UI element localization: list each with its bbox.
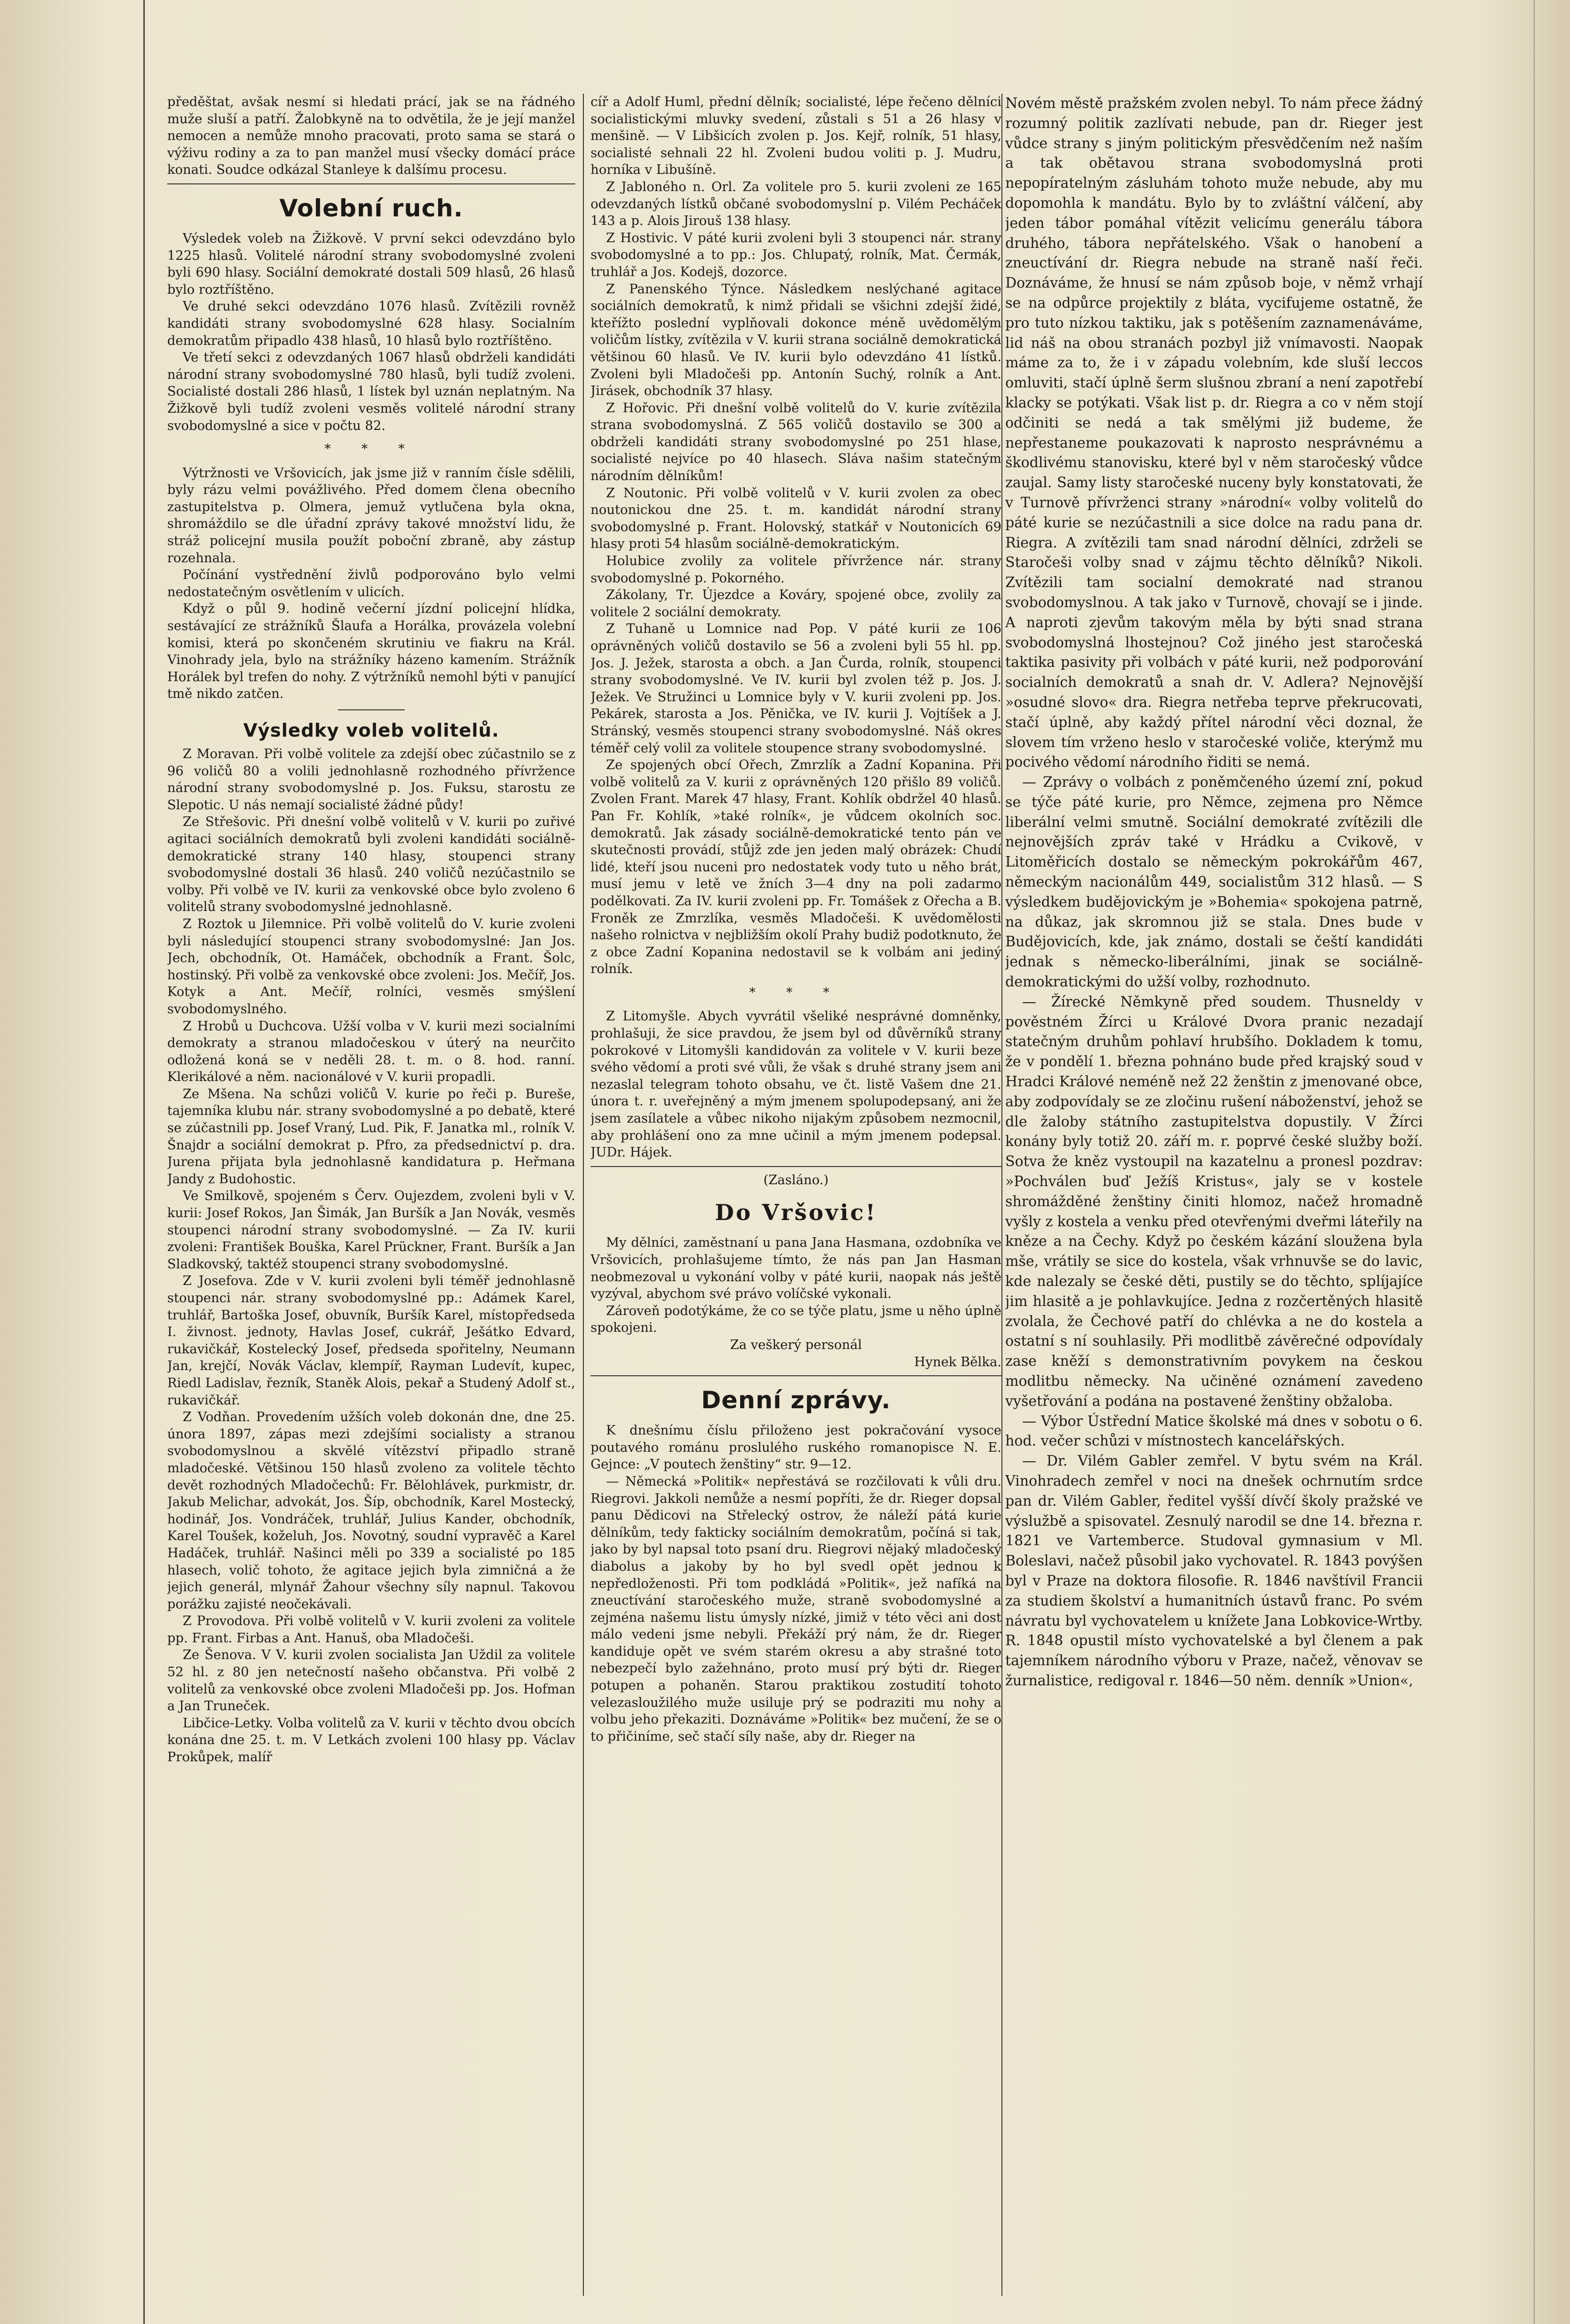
article-text: Libčice-Letky. Volba volitelů za V. kurii v těchto dvou obcích konána dne 25. t. m. V Letkách zvoleni 100 hlasy pp. Václav Prokůpek, malíř xyxy=(167,1715,575,1765)
article-text: Z Panenského Týnce. Následkem neslýchané agitace sociálních demokratů, k nimž přidali se všichni zdejší židé, kteřížto poslední vyplňovali dokonce méně uvědomělým voličům lístky, zvítězila v V. kurii strana sociálně demokratická většinou 60 hlasů. Ve IV. kurii bylo odevzdáno 41 lístků. Zvoleni byli Mladočeši pp. Antonín Suchý, rolník a Ant. Jirásek, obchodník 37 hlasy. xyxy=(591,281,1001,399)
page-edge xyxy=(1534,0,1535,2324)
section-heading: Výsledky voleb volitelů. xyxy=(243,720,499,741)
article-text: předěštat, avšak nesmí si hledati prácí, jak se na řádného muže sluší a patří. Žalobkyně na to odvětila, že je její manžel nemocen a nemůže mnoho pracovati, proto sama se stará o výživu rodiny a za to pan manžel musí všecky domácí práce konati. Soudce odkázal Stanleye k dalšímu procesu. xyxy=(167,95,575,178)
section-heading: Volební ruch. xyxy=(279,194,463,222)
signature: Hynek Bělka. xyxy=(914,1354,1001,1370)
article-text: Z Provodova. Při volbě volitelů v V. kurii zvoleni za volitele pp. Frant. Firbas a Ant. Hanuš, oba Mladočeši. xyxy=(167,1614,575,1646)
article-text: Novém městě pražském zvolen nebyl. To nám přece žádný rozumný politik zazlívati nebude, pan dr. Rieger jest vůdce strany s jiným politickým přesvědčením než naším a tak obětavou strana svobodomyslná proti nepopíratelným zásluhám tohoto muže nebude, aby mu dopomohla k mandátu. Bylo by to zvláštní válčení, aby jeden tábor pomáhal vítězit velicímu generálu tábora druhého, tábora nepřátelského. Však o hanobení a zneuctívání dr. Riegra nebude na straně naší řeči. Doznáváme, že hnusí se nám způsob boje, v němž vrhají se na odpůrce projektily z bláta, vycifujeme ostatně, že pro tuto nízkou taktiku, jak s potěšením zaznamenáváme, lid náš na obou stranách pozbyl již vnímavosti. Naopak máme za to, že i v západu volebním, kde sluší leccos omluviti, stačí úplně šerm slušnou zbraní a není zapotřebí klacky se potýkati. Však list p. dr. Riegra a co v něm stojí odčiniti se nedá a tak smělými již budeme, že nepřestaneme poukazovati k naprosto nesprávnému a škodlivému stanovisku, které byl v něm staročeský vůdce zaujal. Samy listy staročeské nuceny byly konstatovati, že v Turnově přívrženci strany »národní« volby volitelů do páté kurie se nezúčastnili a sice dolce na radu pana dr. Riegra. A zvítězili tam snad národní dělníci, zdrželi se Staročeši volby snad v zájmu těchto dělníků? Nikoli. Zvítězili tam socialní demokraté nad stranou svobodomyslnou. A tak jako v Turnově, chovají se i jinde. A naproti zjevům takovým měla by býti snad strana svobodomyslná lhostejnou? Což jiného jest staročeská taktika pasivity při volbách v páté kurii, než podporování socialních demokratů a snah dr. V. Adlera? Nejnovější »osudné slovo« dra. Riegra netřeba teprve překrucovati, stačí úplně, aby každý přítel národní věci doznal, že slovem tím vrženo heslo v staročeské voliče, kterýmž mu pocivého vědomí národního řiditi se nemá. xyxy=(1005,95,1423,771)
article-text: Holubice zvolily za volitele přívržence nár. strany svobodomyslné p. Pokorného. xyxy=(591,554,1001,586)
divider xyxy=(591,1375,1001,1376)
divider xyxy=(338,709,405,710)
article-text: Ze Střešovic. Při dnešní volbě volitelů v V. kurii po zuřivé agitaci sociálních demokratů byli zvoleni kandidáti sociálně-demokratické strany 140 hlasy, stoupenci strany svobodomyslné dostali 36 hlasů. 240 voličů nezúčastnilo se volby. Při volbě ve IV. kurii za venkovské obce bylo zvoleno 6 volitelů strany svobodomyslné jednohlasně. xyxy=(167,814,575,915)
article-text: Z Hrobů u Duchcova. Užší volba v V. kurii mezi socialními demokraty a stranou mladočeskou v úterý na neurčito odložená koná se v neděli 28. t. m. o 8. hod. ranní. Klerikálové a něm. nacionálové v V. kurii propadli. xyxy=(167,1018,575,1085)
article-text: Z Hořovic. Při dnešní volbě volitelů do V. kurie zvítězila strana svobodomyslná. Z 565 voličů dostavilo se 300 a obdrželi kandidáti strany svobodomyslné po 251 hlase, socialisté nejvíce po 40 hlasech. Sláva našim statečným národním dělníkům! xyxy=(591,400,1001,484)
article-text: Z Noutonic. Při volbě volitelů v V. kurii zvolen za obec noutonickou dne 25. t. m. kandidát národní strany svobodomyslné p. Frant. Holovský, statkář v Noutonicích 69 hlasy proti 54 hlasům sociálně-demokratickým. xyxy=(591,485,1001,552)
article-text: Zákolany, Tr. Újezdce a Kováry, spojené obce, zvolily za volitele 2 sociální demokraty. xyxy=(591,588,1001,620)
article-text: cíř a Adolf Huml, přední dělník; socialisté, lépe řečeno dělníci socialistickými mluvky svedení, zůstali s 51 a 26 hlasy v menšině. — V Libšicích zvolen p. Jos. Kejř, rolník, 51 hlasy, socialisté sehnali 22 hl. Zvoleni budou voliti p. J. Mudru, horníka v Libušíně. xyxy=(591,95,1001,178)
article-text: — Dr. Vilém Gabler zemřel. V bytu svém na Král. Vinohradech zemřel v noci na dnešek ochrnutím srdce pan dr. Vilém Gabler, ředitel vyšší dívčí školy pražské ve výslužbě a spisovatel. Zesnulý narodil se dne 14. března r. 1821 ve Vartemberce. Studoval gymnasium v Ml. Boleslavi, načež působil jako vychovatel. R. 1843 povýšen byl v Praze na doktora filosofie. R. 1846 navštívil Francii za studiem školství a humanitních ústavů franc. Po svém návratu byl vychovatelem u knížete Jana Lobkovice-Wrtby. R. 1848 opustil místo vychovatelské a byl členem a pak tajemníkem národního výboru v Praze, načež, věnovav se žurnalistice, redigoval r. 1846—50 něm. denník »Union«, xyxy=(1005,1453,1423,1689)
article-text: — Žírecké Němkyně před soudem. Thusneldy v pověstném Žírci u Králové Dvora pranic nezadají statečným druhům pohlaví hrubšího. Dokladem k tomu, že v pondělí 1. března pohnáno bude před krajský soud v Hradci Králové neméně než 22 ženštin z jmenované obce, aby zodpovídaly se ze zločinu rušení náboženství, jehož se dle žaloby státního zastupitelstva dopustily. V Žírci konány byly totiž 20. září m. r. poprvé české služby boží. Sotva že kněz vystoupil na kazatelnu a pronesl pozdrav: »Pochválen buď Ježíš Kristus«, jaly se v kostele shromážděné ženštiny činiti hlomoz, načež hromadně vyšly z kostela a venku před otevřenými dveřmi láteřily na kněze a na Čechy. Když po českém kázání sloužena byla mše, vrátily se sice do kostela, však vrhnuvše se do lavic, kde nalezaly se české děti, pustily se do těchto, splíjajíce jim hlasitě a je pohlavkujíce. Jedna z rozčertěných hlasitě zvolala, že Čechové patří do chlévka a ne do kostela a ostatní s ní souhlasily. Při modlitbě závěrečné odpovídaly zase kněží s demonstrativním povykem na českou modlitbu německy. Na učiněné oznámení zavedeno vyšetřování a podána na postavené ženštiny obžaloba. xyxy=(1005,993,1423,1409)
submitted-label: (Zasláno.) xyxy=(763,1172,829,1188)
divider xyxy=(591,1166,1001,1167)
article-text: Z Tuhaně u Lomnice nad Pop. V páté kurii ze 106 oprávněných voličů dostavilo se 56 a zvoleni byli 55 hl. pp. Jos. J. Ježek, starosta a obch. a Jan Čurda, rolník, stoupenci strany svobodomyslné. Ve IV. kurii byl zvolen též p. Jos. J. Ježek. Ve Stružinci u Lomnice byly v V. kurii zvoleni pp. Jos. Pekárek, starosta a Jos. Pěnička, ve IV. kurii J. Vojtíšek a J. Stránský, vesměs stoupenci strany svobodomyslné. Náš okres téměř celý volil za volitele stoupence strany svobodomyslné. xyxy=(591,621,1001,756)
article-text: Z Roztok u Jilemnice. Při volbě volitelů do V. kurie zvoleni byli následující stoupenci strany svobodomyslné: Jan Jos. Jech, obchodník, Ot. Hamáček, obchodník a Frant. Šolc, hostinský. Při volbě za venkovské obce zvoleni: Jos. Mečíř, Jos. Kotyk a Ant. Mečíř, rolníci, vesměs smýšlení svobodomyslného. xyxy=(167,916,575,1017)
article-text: Z Litomyšle. Abych vyvrátil všeliké nesprávné domněnky, prohlašuji, že sice pravdou, že jsem byl od důvěrníků strany pokrokové v Litomyšli kandidován za volitele v V. kurii beze svého vědomí a proti své vůli, že však s druhé strany jsem ani nezaslal telegram tohoto obsahu, ve čt. listě Vašem dne 21. února t. r. uveřejněný a mým jmenem spolupodepsaný, ani že jsem zasílatele a vůbec nikoho nijakým způsobem nezmocnil, aby prohlášení ono za mne učinil a mým jmenem podepsal. JUDr. Hájek. xyxy=(591,1009,1001,1160)
column-divider xyxy=(1001,94,1002,2296)
signoff-text: Za veškerý personál xyxy=(730,1337,862,1352)
article-text: Výsledek voleb na Žižkově. V první sekci odevzdáno bylo 1225 hlasů. Volitelé národní strany svobodomyslné zvoleni byli 690 hlasy. Sociální demokraté dostali 509 hlasů, 26 hlasů bylo roztříštěno. xyxy=(167,231,575,297)
section-stars: * * * xyxy=(324,442,418,457)
article-text: K dnešnímu číslu přiloženo jest pokračování vysoce poutavého románu proslulého ruského romanopisce N. E. Gejnce: „V poutech ženštiny“ str. 9—12. xyxy=(591,1423,1001,1472)
article-text: My dělníci, zaměstnaní u pana Jana Hasmana, ozdobníka ve Vršovicích, prohlašujeme tímto, že nás pan Jan Hasman neobmezoval u vykonání volby v páté kurii, naopak nás ještě vyzýval, abychom své právo volíčské vykonali. xyxy=(591,1235,1001,1302)
column-divider xyxy=(583,94,584,2296)
article-text: — Německá »Politik« nepřestává se rozčilovati k vůli dru. Riegrovi. Jakkoli nemůže a nesmí popříti, že dr. Rieger dopsal panu Dědicovi na Střelecký ostrov, že náleží pátá kurie dělníkům, tedy fakticky sociálním demokratům, počíná si tak, jako by byl napsal toto psaní dru. Riegrovi nějaký mladočeský diabolus a jakoby by ho byl svedl opět jednou k nepředloženosti. Při tom podkládá »Politik«, jež nafíká na zneuctívání staročeského muže, straně svobodomyslné a zejména našemu listu úmysly nízké, jimiž v této věci ani dost málo vedeni jsme nebyli. Překáží prý nám, že dr. Rieger kandiduje opět ve svém starém okresu a aby strašné toto nebezpečí bylo zažehnáno, proto musí prý býti dr. Rieger potupen a pohaněn. Starou praktikou zostudití tohoto velezasloužilého muže usiluje prý se podraziti mu nohy a volbu jeho překaziti. Doznáváme »Politik« bez mučení, že se o to přičiníme, seč stačí síly naše, aby dr. Rieger na xyxy=(591,1474,1001,1744)
article-text: Ve druhé sekci odevzdáno 1076 hlasů. Zvítězili rovněž kandidáti strany svobodomyslné 628 hlasy. Socialním demokratům připadlo 438 hlasů, 10 hlasů bylo roztříštěno. xyxy=(167,299,575,348)
article-text: Ve Smilkově, spojeném s Červ. Oujezdem, zvoleni byli v V. kurii: Josef Rokos, Jan Šimák, Jan Buršík a Jan Novák, vesměs stoupenci národní strany svobodomyslné. — Za IV. kurii zvoleni: František Bouška, Karel Prückner, Frant. Buršík a Jan Sladkovský, taktéž stoupenci strany svobodomyslné. xyxy=(167,1189,575,1272)
article-text: Ve třetí sekci z odevzdaných 1067 hlasů obdrželi kandidáti národní strany svobodomyslné 780 hlasů, byli tudíž zvoleni. Socialisté dostali 286 hlasů, 1 lístek byl uznán neplatným. Na Žižkově byli tudíž zvoleni vesměs volitelé národní strany svobodomyslné a sice v počtu 82. xyxy=(167,350,575,433)
article-text: — Výbor Ústřední Matice školské má dnes v sobotu o 6. hod. večer schůzi v místnostech kancelářských. xyxy=(1005,1413,1423,1449)
section-heading: Do Vršovic! xyxy=(715,1199,877,1226)
divider xyxy=(167,183,575,184)
article-text: Z Jabloného n. Orl. Za volitele pro 5. kurii zvoleni ze 165 odevzdaných lístků občané svobodomyslní p. Vilém Pecháček 143 a p. Alois Jirouš 138 hlasy. xyxy=(591,179,1001,229)
article-text: Výtržnosti ve Vršovicích, jak jsme již v ranním čísle sdělili, byly rázu velmi povážlivého. Před domem člena obecního zastupitelstva p. Olmera, jemuž vytlučena byla okna, shromáždilo se dle úřadní zprávy takové množství lidu, že stráž policejní musila použít poboční zbraně, aby zástup rozehnala. xyxy=(167,465,575,566)
column-3 xyxy=(1005,94,1423,2301)
column-1 xyxy=(167,94,575,2301)
article-text: Ze Mšena. Na schůzi voličů V. kurie po řeči p. Bureše, tajemníka klubu nár. strany svobodomyslné a po debatě, které se zúčastnili pp. Josef Vraný, Lud. Pik, F. Janatka ml., rolník V. Šnajdr a sociální demokrat p. Pfro, za předsednictví p. dra. Jurena přijata byla jednohlasně kandidatura p. Heřmana Jandy z Budohostic. xyxy=(167,1086,575,1187)
section-stars: * * * xyxy=(749,985,843,1000)
article-text: Z Josefova. Zde v V. kurii zvoleni byli téměř jednohlasně stoupenci nár. strany svobodomyslné pp.: Adámek Karel, truhlář, Bartoška Josef, obuvník, Buršík Karel, místopředseda I. živnost. jednoty, Havlas Josef, cukrář, Ješátko Edvard, rukavičkář, Kostelecký Josef, předseda spořitelny, Neumann Jan, krejčí, Novák Václav, klempíř, Rayman Ludevít, kupec, Riedl Ladislav, řezník, Staněk Alois, pekař a Studený Adolf st., rukavičkář. xyxy=(167,1274,575,1408)
article-text: — Zprávy o volbách z poněmčeného území zní, pokud se týče páté kurie, pro Němce, zejmena pro Němce liberální velmi smutně. Sociální demokraté zvítězili dle nejnovějších zpráv také v Hrádku a Cvikově, v Litoměřicích dostalo se německým pokrokářům 467, německým nacionálům 449, socialistům 312 hlasů. — S výsledkem budějovickým je »Bohemia« spokojena patrně, na důkaz, jak skromnou již se stala. Dnes bude v Budějovicích, kde, jak známo, dostali se čeští kandidáti jednak s německo-liberálními, jinak se sociálně-demokratickými do užší volby, rozhodnuto. xyxy=(1005,774,1423,990)
column-2 xyxy=(591,94,1001,2301)
article-text: Z Moravan. Při volbě volitele za zdejší obec zúčastnilo se z 96 voličů 80 a volili jednohlasně rozhodného přívržence národní strany svobodomyslné p. Jos. Fuksu, starostu ze Slepotic. U nás nemají socialisté žádné půdy! xyxy=(167,747,575,813)
article-text: Počínání vystřednění živlů podporováno bylo velmi nedostatečným osvětlením v ulicích. xyxy=(167,568,575,600)
article-text: Z Vodňan. Provedením užších voleb dokonán dne, dne 25. února 1897, zápas mezi zdejšími socialisty a stranou svobodomyslnou a skvělé vítězství připadlo straně mladočeské. Většinou 150 hlasů zvoleno za volitele těchto devět rozhodných Mladočechů: Fr. Bělohlávek, purkmistr, dr. Jakub Melichar, advokát, Jos. Šíp, obchodník, Karel Mostecký, hodinář, Jos. Vondráček, truhlář, Julius Kander, obchodník, Karel Toušek, koželuh, Jos. Novotný, soudní vypravěč a Karel Hadáček, truhlář. Našinci měli po 339 a socialisté po 185 hlasech, volič tohoto, že agitace jejich byla zimničná a že jejich generál, mlynář Žahour všechny síly napnul. Takovou porážku zajisté neočekávali. xyxy=(167,1410,575,1612)
article-text: Z Hostivic. V páté kurii zvoleni byli 3 stoupenci nár. strany svobodomyslné a to pp.: Jos. Chlupatý, rolník, Mat. Čermák, truhlář a Jos. Kodejš, dozorce. xyxy=(591,230,1001,279)
binding-edge xyxy=(143,0,145,2324)
article-text: Zároveň podotýkáme, že co se týče platu, jsme u něho úplně spokojeni. xyxy=(591,1303,1001,1336)
article-text: Ze Šenova. V V. kurii zvolen socialista Jan Uždil za volitele 52 hl. z 80 jen netečností našeho občanstva. Při volbě 2 volitelů za venkovské obce zvoleni Mladočeši pp. Jos. Hofman a Jan Truneček. xyxy=(167,1648,575,1714)
article-text: Ze spojených obcí Ořech, Zmrzlík a Zadní Kopanina. Při volbě volitelů za V. kurii z oprávněných 120 přišlo 89 voličů. Zvolen Frant. Marek 47 hlasy, Frant. Kohlík obdržel 40 hlasů. Pan Fr. Kohlík, »také rolník«, je vůdcem okolních soc. demokratů. Jak zásady sociálně-demokratické tento pán ve skutečnosti provádí, stůjž zde jen jeden malý obrázek: Chudí lidé, kteří jsou nuceni pro nedostatek vody tuto u něho brát, musí jemu v letě ve žních 3—4 dny na poli zadarmo podělkovati. Za IV. kurii zvoleni pp. Fr. Tomášek z Ořecha a B. Froněk ze Zmrzlíka, vesměs Mladočeši. K uvědomělosti našeho rolnictva v nejbližším okolí Prahy budiž podotknuto, že z obce Zadní Kopanina nedostavil se k volbám ani jediný rolník. xyxy=(591,758,1001,977)
article-text: Když o půl 9. hodině večerní jízdní policejní hlídka, sestávající ze strážníků Šlaufa a Horálka, provázela volební komisi, která po skončeném skrutiniu ve fiakru na Král. Vinohrady jela, bylo na strážníky házeno kamením. Strážník Horálek byl trefen do nohy. Z výtržníků nemohl býti v panující tmě nikdo zatčen. xyxy=(167,601,575,702)
section-heading: Denní zprávy. xyxy=(701,1386,891,1414)
